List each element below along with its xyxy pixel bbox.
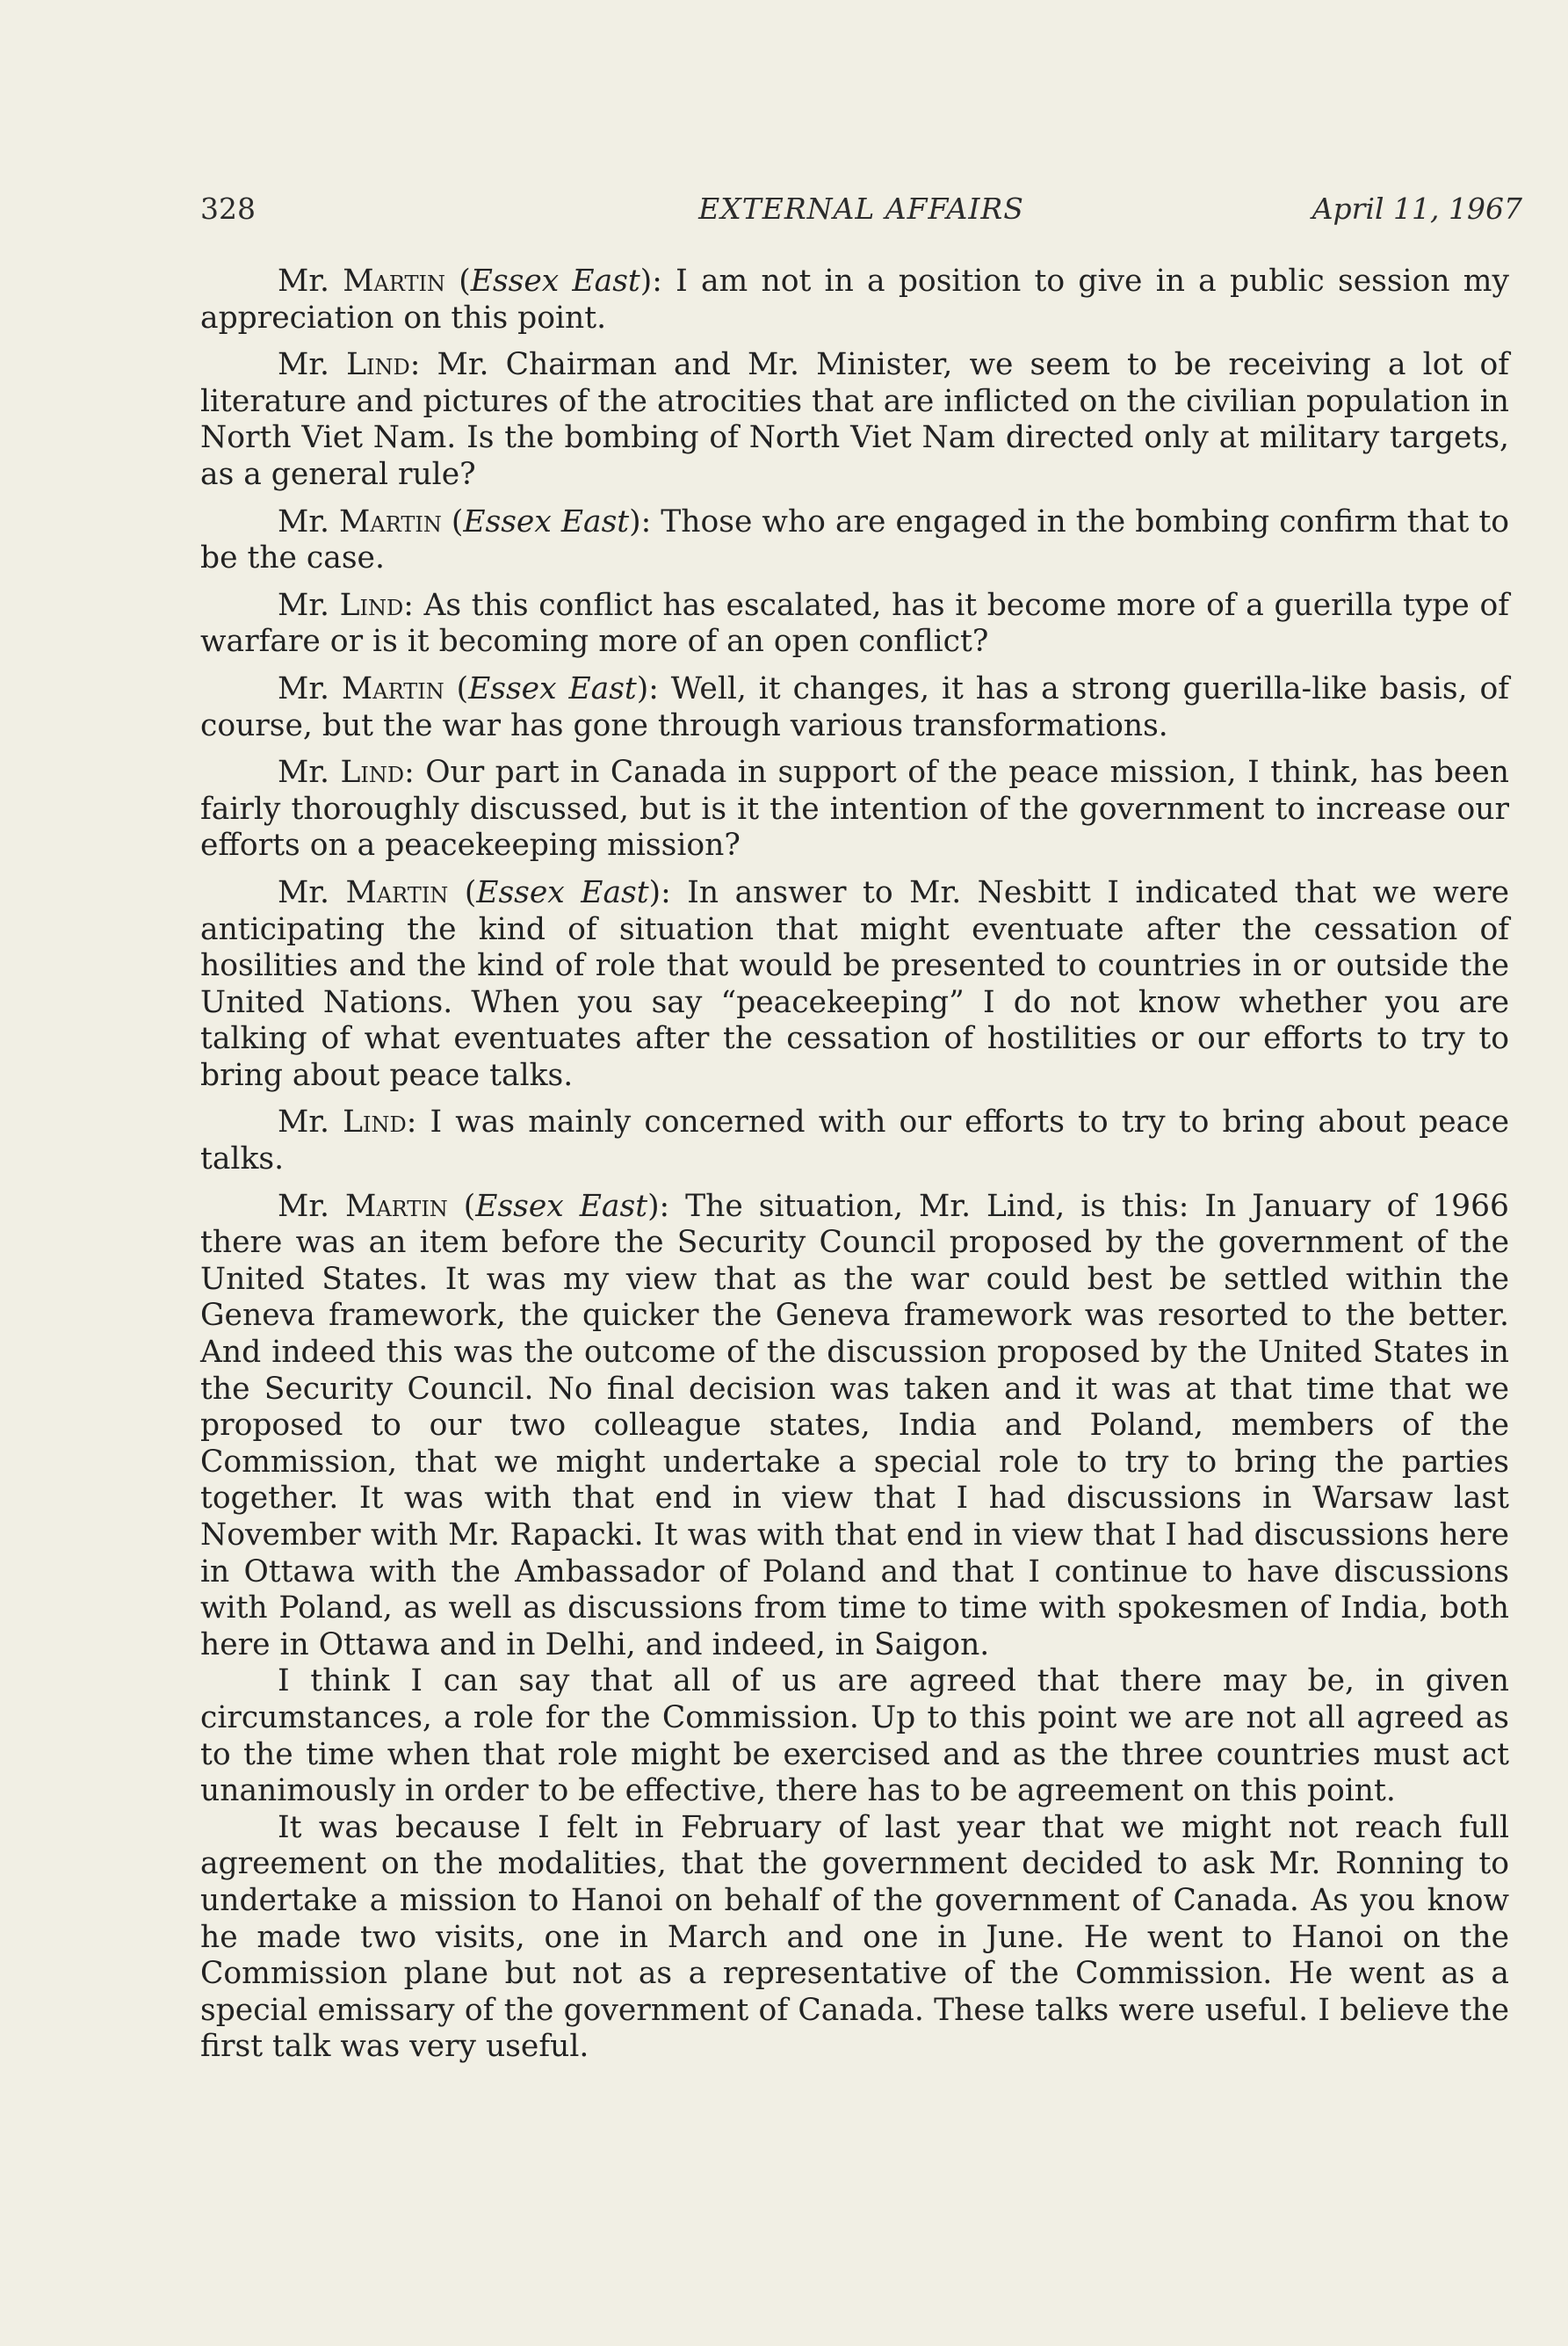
speaker-name: Martin [341, 670, 444, 706]
header-date: April 11, 1967 [1311, 192, 1522, 226]
speaker-prefix: Mr. [278, 755, 341, 791]
paragraph-text: : Our part in Canada in support of the peace mission, I think, has been fairly thoroughly discussed, but is it the intention of the government to increase our efforts on a peacekeeping mission? [200, 755, 1509, 864]
paragraph-text: : As this conflict has escalated, has it become more of a guerilla type of warfare or is it becoming more of an open conflict? [200, 587, 1509, 660]
speaker-prefix: Mr. [278, 1104, 343, 1140]
qualifier-close: ): [629, 503, 652, 539]
qualifier-close: ): [647, 1188, 670, 1224]
running-header [200, 192, 1522, 235]
speaker-prefix: Mr. [278, 347, 347, 383]
paragraph [200, 1104, 1509, 1177]
speaker-prefix: Mr. [278, 670, 342, 706]
running-title: EXTERNAL AFFAIRS [698, 192, 1024, 226]
paragraph [200, 347, 1509, 493]
paragraph-text: : I was mainly concerned with our efforts to try to bring about peace talks. [200, 1104, 1509, 1177]
qualifier-close: ): [648, 874, 671, 910]
paragraph [200, 264, 1509, 337]
qualifier-open: ( [445, 264, 471, 299]
speaker-prefix: Mr. [278, 587, 340, 623]
speaker-name: Martin [339, 503, 442, 539]
qualifier-open: ( [447, 1188, 476, 1224]
qualifier-open: ( [441, 503, 464, 539]
qualifier-close: ): [639, 264, 662, 299]
paragraph [200, 1663, 1509, 1809]
qualifier-close: ): [636, 670, 659, 706]
paragraph-text: Those who are engaged in the bombing confirm that to be the case. [200, 503, 1509, 576]
page-number: 328 [200, 192, 256, 226]
paragraph [200, 1189, 1509, 1664]
riding: Essex East [470, 264, 640, 299]
paragraph [200, 755, 1509, 865]
page-body [200, 264, 1509, 2066]
speaker-prefix: Mr. [278, 503, 340, 539]
speaker-name: Lind [339, 587, 404, 623]
speaker-name: Martin [343, 264, 446, 299]
paragraph [200, 504, 1509, 577]
paragraph-text: I am not in a position to give in a public session my appreciation on this point. [200, 264, 1509, 336]
riding: Essex East [468, 670, 637, 706]
paragraph [200, 1810, 1509, 2066]
speaker-prefix: Mr. [278, 264, 343, 299]
speaker-prefix: Mr. [278, 1188, 345, 1224]
qualifier-open: ( [444, 670, 469, 706]
speaker-name: Lind [340, 755, 405, 791]
paragraph-text: Well, it changes, it has a strong guerilla-like basis, of course, but the war has gone through various transformations. [200, 670, 1510, 743]
qualifier-open: ( [448, 874, 477, 910]
speaker-name: Lind [346, 347, 410, 383]
speaker-name: Martin [345, 1188, 448, 1224]
paragraph [200, 875, 1509, 1095]
paragraph-text: In answer to Mr. Nesbitt I indicated that we were anticipating the kind of situation that might eventuate after the cessation of hosilities and the kind of role that would be presented to countries in or outside the United Nations. When you say “peacekeeping” I do not know whether you are talking of what eventuates after the cessation of hostilities or our efforts to try to bring about peace talks. [200, 874, 1509, 1093]
speaker-name: Lind [343, 1104, 407, 1140]
paragraph-text: : Mr. Chairman and Mr. Minister, we seem to be receiving a lot of literature and pictures of the atrocities that are inflicted on the civilian population in North Viet Nam. Is the bombing of North Viet Nam directed only at military targets, as a general rule? [200, 347, 1509, 492]
paragraph-text: It was because I felt in February of last year that we might not reach full agreement on the modalities, that the government decided to ask Mr. Ronning to undertake a mission to Hanoi on behalf of the government of Canada. As you know he made two visits, one in March and one in June. He went to Hanoi on the Commission plane but not as a representative of the Commission. He went as a special emissary of the government of Canada. These talks were useful. I believe the first talk was very useful. [200, 1809, 1509, 2065]
riding: Essex East [475, 1188, 648, 1224]
paragraph [200, 588, 1509, 661]
paragraph-text: The situation, Mr. Lind, is this: In January of 1966 there was an item before the Security Council proposed by the government of the United States. It was my view that as the war could best be settled within the Geneva framework, the quicker the Geneva framework was resorted to the better. And indeed this was the outcome of the discussion proposed by the United States in the Security Council. No final decision was taken and it was at that time that we proposed to our two colleague states, India and Poland, members of the Commission, that we might undertake a special role to try to bring the parties together. It was with that end in view that I had discussions in Warsaw last November with Mr. Rapacki. It was with that end in view that I had discussions here in Ottawa with the Ambassador of Poland and that I continue to have discussions with Poland, as well as discussions from time to time with spokesmen of India, both here in Ottawa and in Delhi, and indeed, in Saigon. [200, 1188, 1509, 1662]
speaker-name: Martin [345, 874, 449, 910]
riding: Essex East [463, 503, 630, 539]
riding: Essex East [476, 874, 649, 910]
speaker-prefix: Mr. [278, 874, 346, 910]
paragraph-text: I think I can say that all of us are agreed that there may be, in given circumstances, a role for the Commission. Up to this point we are not all agreed as to the time when that role might be exercised and as the three countries must act unanimously in order to be effective, there has to be agreement on this point. [200, 1663, 1509, 1809]
paragraph [200, 671, 1509, 744]
